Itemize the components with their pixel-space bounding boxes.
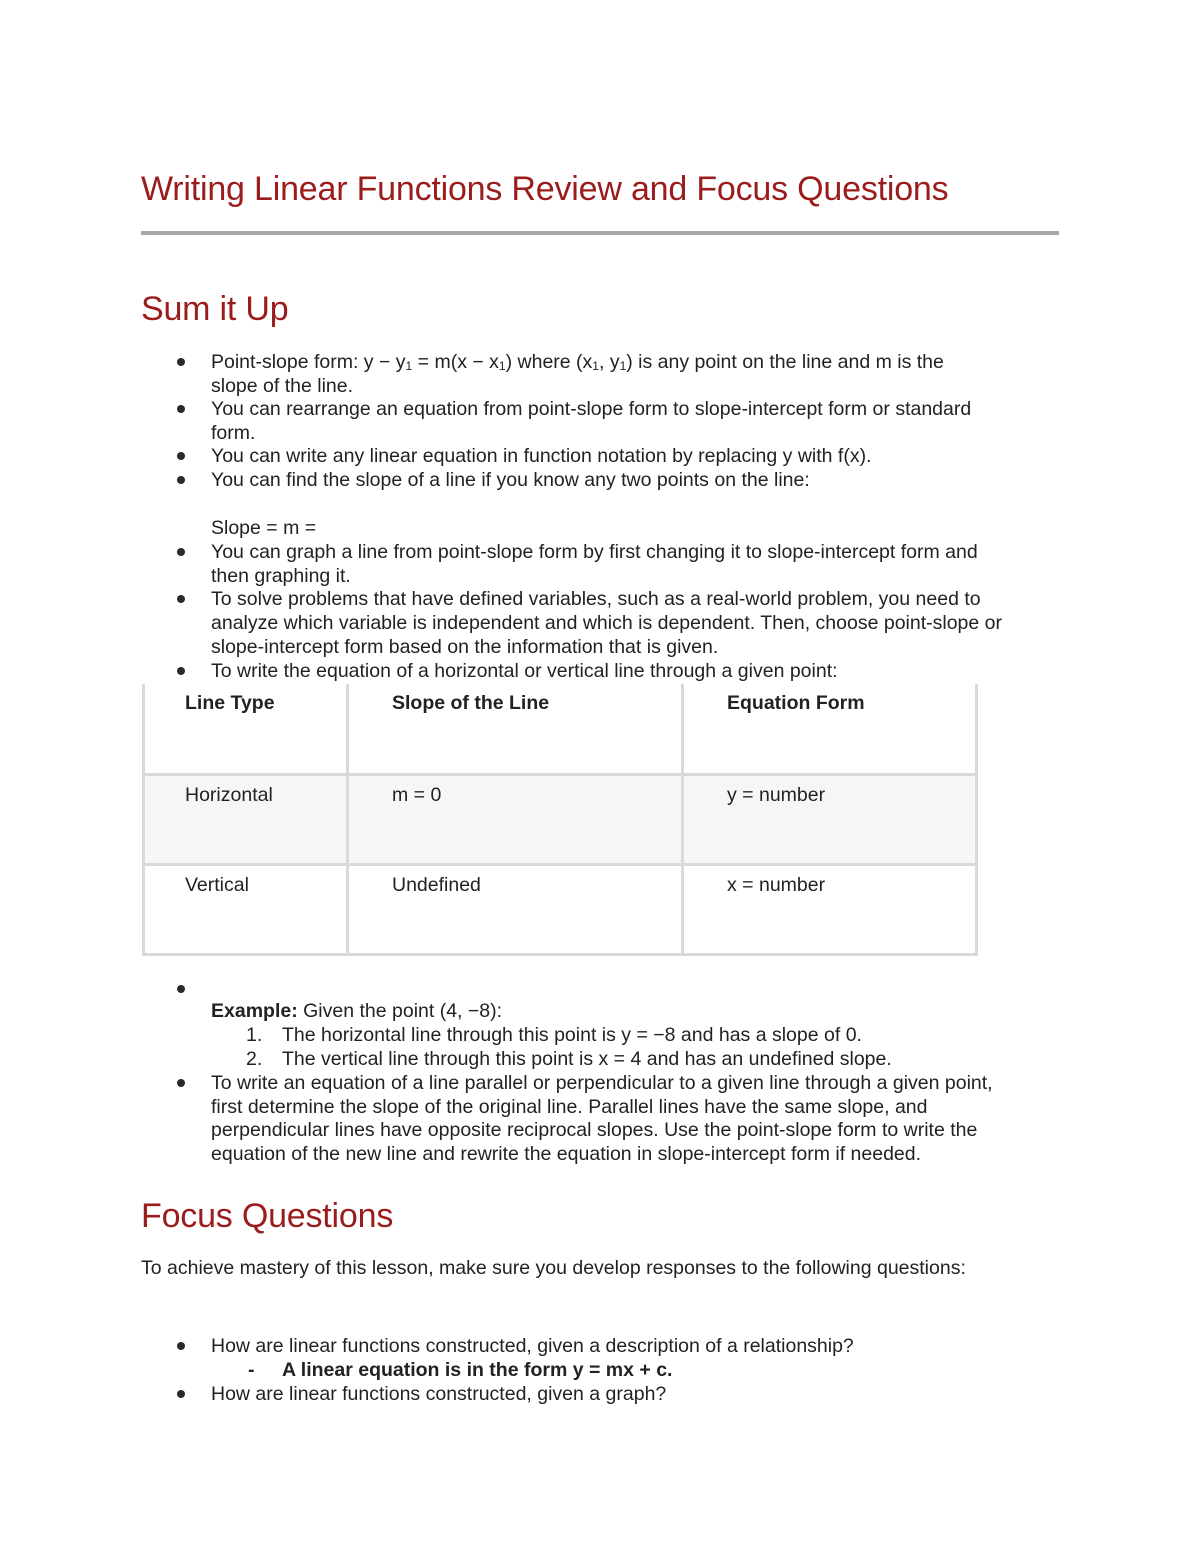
rearrange-line-1: You can rearrange an equation from point-slope form to slope-intercept form or standard xyxy=(211,398,972,420)
focus-question: How are linear functions constructed, given a graph? xyxy=(211,1383,667,1405)
bullet-dot xyxy=(177,1079,185,1087)
table-header-cell: Line Type xyxy=(144,684,348,774)
focus-intro: To achieve mastery of this lesson, make sure you develop responses to the following questions: xyxy=(141,1257,966,1279)
table-header-cell: Slope of the Line xyxy=(348,684,683,774)
focus-answer: A linear equation is in the form y = mx + c. xyxy=(282,1359,673,1381)
bullet-dot xyxy=(177,358,185,366)
bullet-dot xyxy=(177,1390,185,1398)
slope-formula-text: Slope = m = xyxy=(211,517,317,539)
table-header-cell: Equation Form xyxy=(683,684,977,774)
table-cell: x = number xyxy=(683,864,977,954)
table-row xyxy=(144,774,977,864)
example-item-text: The horizontal line through this point is y = −8 and has a slope of 0. xyxy=(282,1024,862,1046)
table-cell: Undefined xyxy=(348,864,683,954)
bullet-dot xyxy=(177,985,185,993)
bullet-dot xyxy=(177,667,185,675)
focus-question: How are linear functions constructed, given a description of a relationship? xyxy=(211,1335,854,1357)
point-slope-line-2: slope of the line. xyxy=(211,375,354,397)
example-item-number: 2. xyxy=(246,1048,263,1070)
point-slope-line-1: Point-slope form: $y - y_1 = m(x - x_1)$ where ($x_1$, $y_1$) is any point on the line and m is the xyxy=(211,351,944,373)
table-cell: y = number xyxy=(683,774,977,864)
bullet-dot xyxy=(177,405,185,413)
graph-line-1: You can graph a line from point-slope form by first changing it to slope-intercept form and xyxy=(211,541,978,563)
bullet-dot xyxy=(177,1342,185,1350)
bullet-dot xyxy=(177,452,185,460)
parallel-line-2: first determine the slope of the original line. Parallel lines have the same slope, and xyxy=(211,1096,928,1118)
example-item-text: The vertical line through this point is x = 4 and has an undefined slope. xyxy=(282,1048,892,1070)
table-cell: m = 0 xyxy=(348,774,683,864)
table-cell: Vertical xyxy=(144,864,348,954)
function-notation-text: You can write any linear equation in function notation by replacing y with f(x). xyxy=(211,445,872,467)
parallel-line-4: equation of the new line and rewrite the equation in slope-intercept form if needed. xyxy=(211,1143,922,1165)
bullet-dot xyxy=(177,548,185,556)
example-label: Example: xyxy=(211,1000,298,1022)
graph-line-2: then graphing it. xyxy=(211,565,351,587)
variables-line-1: To solve problems that have defined variables, such as a real-world problem, you need to xyxy=(211,588,981,610)
example-item-number: 1. xyxy=(246,1024,263,1046)
focus-questions-heading: Focus Questions xyxy=(141,1197,394,1235)
table-header-row xyxy=(144,684,977,774)
title-divider xyxy=(141,231,1059,235)
slope-two-points-text: You can find the slope of a line if you know any two points on the line: xyxy=(211,469,810,491)
bullet-dot xyxy=(177,595,185,603)
line-type-table xyxy=(142,684,978,956)
rearrange-line-2: form. xyxy=(211,422,256,444)
page-title: Writing Linear Functions Review and Focus Questions xyxy=(141,170,949,208)
variables-line-2: analyze which variable is independent and which is dependent. Then, choose point-slope or xyxy=(211,612,1002,634)
bullet-dot xyxy=(177,476,185,484)
answer-dash: - xyxy=(248,1359,255,1381)
variables-line-3: slope-intercept form based on the information that is given. xyxy=(211,636,719,658)
parallel-line-1: To write an equation of a line parallel or perpendicular to a given line through a given point, xyxy=(211,1072,993,1094)
horizontal-vertical-intro: To write the equation of a horizontal or vertical line through a given point: xyxy=(211,660,838,682)
parallel-line-3: perpendicular lines have opposite reciprocal slopes. Use the point-slope form to write the xyxy=(211,1119,978,1141)
example-text: Example: Given the point (4, −8): xyxy=(211,1000,503,1022)
table-row xyxy=(144,864,977,954)
table-cell: Horizontal xyxy=(144,774,348,864)
sum-it-up-heading: Sum it Up xyxy=(141,290,289,328)
